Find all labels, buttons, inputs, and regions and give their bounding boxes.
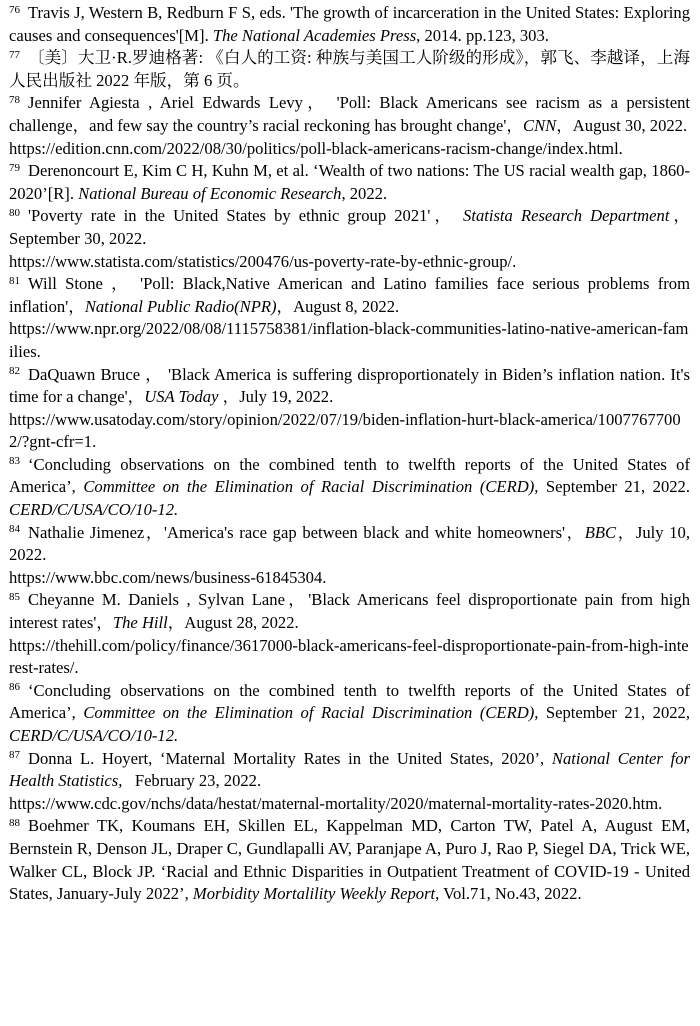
- footnote-text: ，July 10, 2022.: [9, 522, 690, 565]
- footnote-text: 'Poverty rate in the United States by ethnic group 2021'，: [28, 206, 464, 226]
- footnote-text: February 23, 2022.: [122, 771, 262, 791]
- footnote-79: [9, 160, 690, 205]
- footnote-source-title: USA Today: [144, 387, 219, 407]
- footnote-text: , 2022.: [341, 183, 388, 203]
- footnote-86: [9, 680, 690, 748]
- footnote-text: 〔美〕大卫·R.罗迪格著: 《白人的工资: 种族与美国工人阶级的形成》，郭飞、李越译，上海人民出版社 2022 年版，第 6 页。: [9, 48, 690, 90]
- footnote-source-title: National Bureau of Economic Research: [78, 183, 342, 203]
- footnote-text: ，September 30, 2022.: [9, 206, 690, 248]
- footnote-url: https://www.cdc.gov/nchs/data/hestat/maternal-mortality/2020/maternal-mortality-rates-2020.htm.: [9, 793, 663, 813]
- footnote-source-title: CERD/C/USA/CO/10-12.: [9, 500, 179, 520]
- footnote-number: 83: [9, 455, 20, 468]
- footnote-url: https://thehill.com/policy/finance/3617000-black-americans-feel-disproportionate-pain-from-high-interest-rates/.: [9, 635, 689, 678]
- footnote-82: [9, 364, 690, 454]
- footnotes-list: [9, 2, 690, 906]
- footnote-text: Boehmer TK, Koumans EH, Skillen EL, Kappelman MD, Carton TW, Patel A, August EM, Bernstein R, Denson JL, Draper C, Gundlapalli AV, Paranjape A, Puro J, Rao P, Siegel DA, Trick WE, Walker CL, Block JP. ‘Racial and Ethnic Disparities in Outpatient Treatment of COVID-19 - United States, January-July 2022’,: [9, 816, 690, 904]
- footnote-text: ，August 30, 2022.: [556, 115, 688, 135]
- footnote-source-title: National Center for Health Statistics,: [9, 748, 690, 791]
- footnote-88: [9, 815, 690, 905]
- footnote-text: ，August 28, 2022.: [167, 613, 299, 633]
- footnote-number: 78: [9, 93, 20, 106]
- footnote-number: 85: [9, 590, 20, 603]
- footnote-source-title: Committee on the Elimination of Racial Discrimination (CERD),: [83, 477, 539, 497]
- footnote-text: Jennifer Agiesta , Ariel Edwards Levy， 'Poll: Black Americans see racism as a persistent challenge，and few say the country’s racial reckoning has brought change'，: [9, 93, 690, 135]
- footnote-87: [9, 748, 690, 816]
- footnote-number: 86: [9, 681, 20, 694]
- footnote-text: ‘Concluding observations on the combined tenth to twelfth reports of the United States of America’,: [9, 454, 690, 497]
- footnote-85: [9, 589, 690, 679]
- footnote-source-title: The National Academies Press: [212, 25, 417, 45]
- footnote-url: https://www.usatoday.com/story/opinion/2022/07/19/biden-inflation-hurt-black-america/10077677002/?gnt-cfr=1.: [9, 409, 681, 452]
- footnote-url: https://edition.cnn.com/2022/08/30/politics/poll-black-americans-racism-change/index.html.: [9, 138, 623, 158]
- footnote-80: [9, 205, 690, 273]
- footnote-number: 77: [9, 48, 20, 61]
- footnote-source-title: Morbidity Mortalility Weekly Report,: [192, 884, 440, 904]
- footnote-text: Cheyanne M. Daniels , Sylvan Lane，'Black Americans feel disproportionate pain from high interest rates'，: [9, 590, 690, 633]
- footnote-text: ，July 19, 2022.: [218, 387, 334, 407]
- footnote-number: 87: [9, 749, 20, 762]
- footnote-number: 88: [9, 816, 20, 829]
- footnote-text: ‘Concluding observations on the combined tenth to twelfth reports of the United States of America’,: [9, 680, 690, 723]
- footnote-number: 81: [9, 274, 20, 287]
- footnote-text: , 2014. pp.123, 303.: [416, 25, 549, 45]
- footnote-source-title: CNN: [523, 115, 557, 135]
- footnote-source-title: Statista Research Department: [463, 206, 670, 226]
- footnote-text: ，August 8, 2022.: [276, 296, 400, 316]
- footnote-81: [9, 273, 690, 363]
- footnote-source-title: BBC: [584, 522, 617, 542]
- footnote-text: Travis J, Western B, Redburn F S, eds. 'The growth of incarceration in the United States: Exploring causes and consequences'[M].: [9, 3, 690, 45]
- footnote-number: 79: [9, 161, 20, 174]
- footnote-source-title: The Hill: [112, 613, 168, 633]
- footnote-number: 82: [9, 365, 20, 377]
- footnote-text: Nathalie Jimenez，'America's race gap between black and white homeowners'，: [28, 522, 585, 542]
- footnote-77: [9, 47, 690, 92]
- footnote-text: DaQuawn Bruce ， 'Black America is suffering disproportionately in Biden’s inflation nation. It's time for a change'，: [9, 364, 690, 407]
- footnote-text: Donna L. Hoyert, ‘Maternal Mortality Rates in the United States, 2020’,: [28, 748, 552, 768]
- footnote-number: 80: [9, 206, 20, 219]
- footnote-number: 84: [9, 523, 20, 536]
- footnote-84: [9, 522, 690, 590]
- footnote-text: Derenoncourt E, Kim C H, Kuhn M, et al. ‘Wealth of two nations: The US racial wealth gap, 1860-2020’[R].: [9, 161, 690, 203]
- footnote-text: September 21, 2022,: [538, 703, 690, 723]
- footnote-78: [9, 92, 690, 160]
- footnote-url: https://www.npr.org/2022/08/08/1115758381/inflation-black-communities-latino-native-american-families.: [9, 319, 689, 361]
- footnote-76: [9, 2, 690, 47]
- footnote-url: https://www.statista.com/statistics/200476/us-poverty-rate-by-ethnic-group/.: [9, 251, 517, 271]
- footnote-83: [9, 454, 690, 522]
- footnote-url: https://www.bbc.com/news/business-61845304.: [9, 567, 327, 587]
- footnote-text: Will Stone ， 'Poll: Black,Native American and Latino families face serious problems from inflation'，: [9, 274, 690, 316]
- footnote-text: September 21, 2022.: [538, 477, 690, 497]
- footnote-text: Vol.71, No.43, 2022.: [439, 884, 582, 904]
- footnote-source-title: National Public Radio(NPR): [84, 296, 277, 316]
- footnote-source-title: CERD/C/USA/CO/10-12.: [9, 726, 179, 745]
- footnote-number: 76: [9, 3, 20, 16]
- footnote-source-title: Committee on the Elimination of Racial Discrimination (CERD),: [83, 703, 539, 723]
